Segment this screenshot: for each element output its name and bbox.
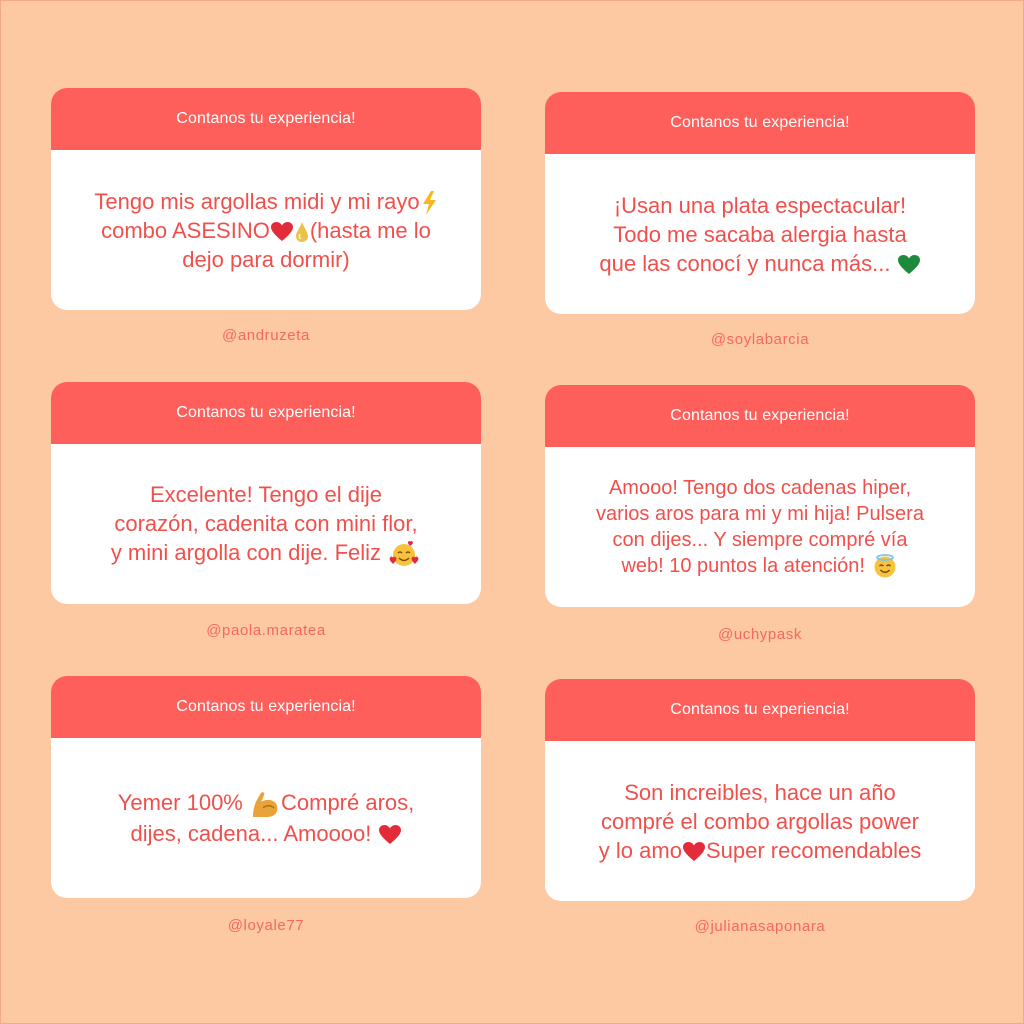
testimonial-card bbox=[545, 92, 975, 314]
red-heart-icon bbox=[271, 222, 293, 242]
testimonial-card bbox=[51, 676, 481, 898]
card-header: Contanos tu experiencia! bbox=[545, 385, 975, 447]
author-handle: @loyale77 bbox=[227, 917, 305, 934]
card-header: Contanos tu experiencia! bbox=[51, 382, 481, 444]
review-text: Yemer 100% bbox=[117, 790, 243, 816]
card-header: Contanos tu experiencia! bbox=[51, 88, 481, 150]
review-text: Compré aros, bbox=[281, 790, 415, 816]
review-text: que las conocí y nunca más... bbox=[599, 250, 891, 276]
testimonial-card bbox=[545, 385, 975, 607]
review-text: web! 10 puntos la atención! bbox=[621, 554, 865, 577]
review-text: Excelente! Tengo el dije bbox=[150, 481, 382, 507]
card-body bbox=[51, 444, 481, 604]
author-handle: @julianasaponara bbox=[694, 918, 826, 935]
author-handle: @uchypask bbox=[718, 626, 802, 643]
author-handle: @andruzeta bbox=[222, 327, 310, 344]
author-handle: @soylabarcia bbox=[710, 331, 810, 348]
flexed-biceps-icon bbox=[250, 791, 280, 819]
testimonial-card bbox=[545, 679, 975, 901]
card-body bbox=[545, 447, 975, 607]
red-heart-icon bbox=[379, 825, 401, 845]
testimonial-card bbox=[51, 88, 481, 310]
review-text: Super recomendables bbox=[705, 837, 922, 863]
review-text: (hasta me lo bbox=[309, 217, 431, 243]
card-body bbox=[545, 154, 975, 314]
card-header: Contanos tu experiencia! bbox=[545, 92, 975, 154]
card-header: Contanos tu experiencia! bbox=[51, 676, 481, 738]
review-text: dejo para dormir) bbox=[182, 246, 350, 272]
review-text: varios aros para mi y mi hija! Pulsera bbox=[596, 502, 924, 525]
smiling-face-with-halo-icon bbox=[872, 553, 898, 579]
review-text: dijes, cadena... Amoooo! bbox=[130, 820, 372, 846]
review-text: ¡Usan una plata espectacular! bbox=[613, 192, 907, 218]
card-body bbox=[51, 150, 481, 310]
review-text: corazón, cadenita con mini flor, bbox=[114, 510, 418, 536]
review-text: Tengo mis argollas midi y mi rayo bbox=[94, 188, 420, 214]
card-header: Contanos tu experiencia! bbox=[545, 679, 975, 741]
lightning-icon bbox=[421, 191, 437, 215]
review-text: y lo amo bbox=[598, 837, 682, 863]
review-text: con dijes... Y siempre compré vía bbox=[612, 528, 908, 551]
red-heart-icon bbox=[683, 842, 705, 862]
review-text: Son increibles, hace un año bbox=[624, 779, 896, 805]
green-heart-icon bbox=[898, 255, 920, 275]
sweat-drop-icon bbox=[295, 221, 309, 243]
review-text: Todo me sacaba alergia hasta bbox=[613, 221, 907, 247]
card-body bbox=[545, 741, 975, 901]
card-body bbox=[51, 738, 481, 898]
review-text: y mini argolla con dije. Feliz bbox=[110, 539, 382, 565]
smiling-face-with-hearts-icon bbox=[388, 540, 420, 568]
review-text: compré el combo argollas power bbox=[601, 808, 919, 834]
review-text: Amooo! Tengo dos cadenas hiper, bbox=[608, 476, 912, 499]
testimonial-card bbox=[51, 382, 481, 604]
review-text: combo ASESINO bbox=[101, 217, 270, 243]
author-handle: @paola.maratea bbox=[206, 622, 326, 639]
